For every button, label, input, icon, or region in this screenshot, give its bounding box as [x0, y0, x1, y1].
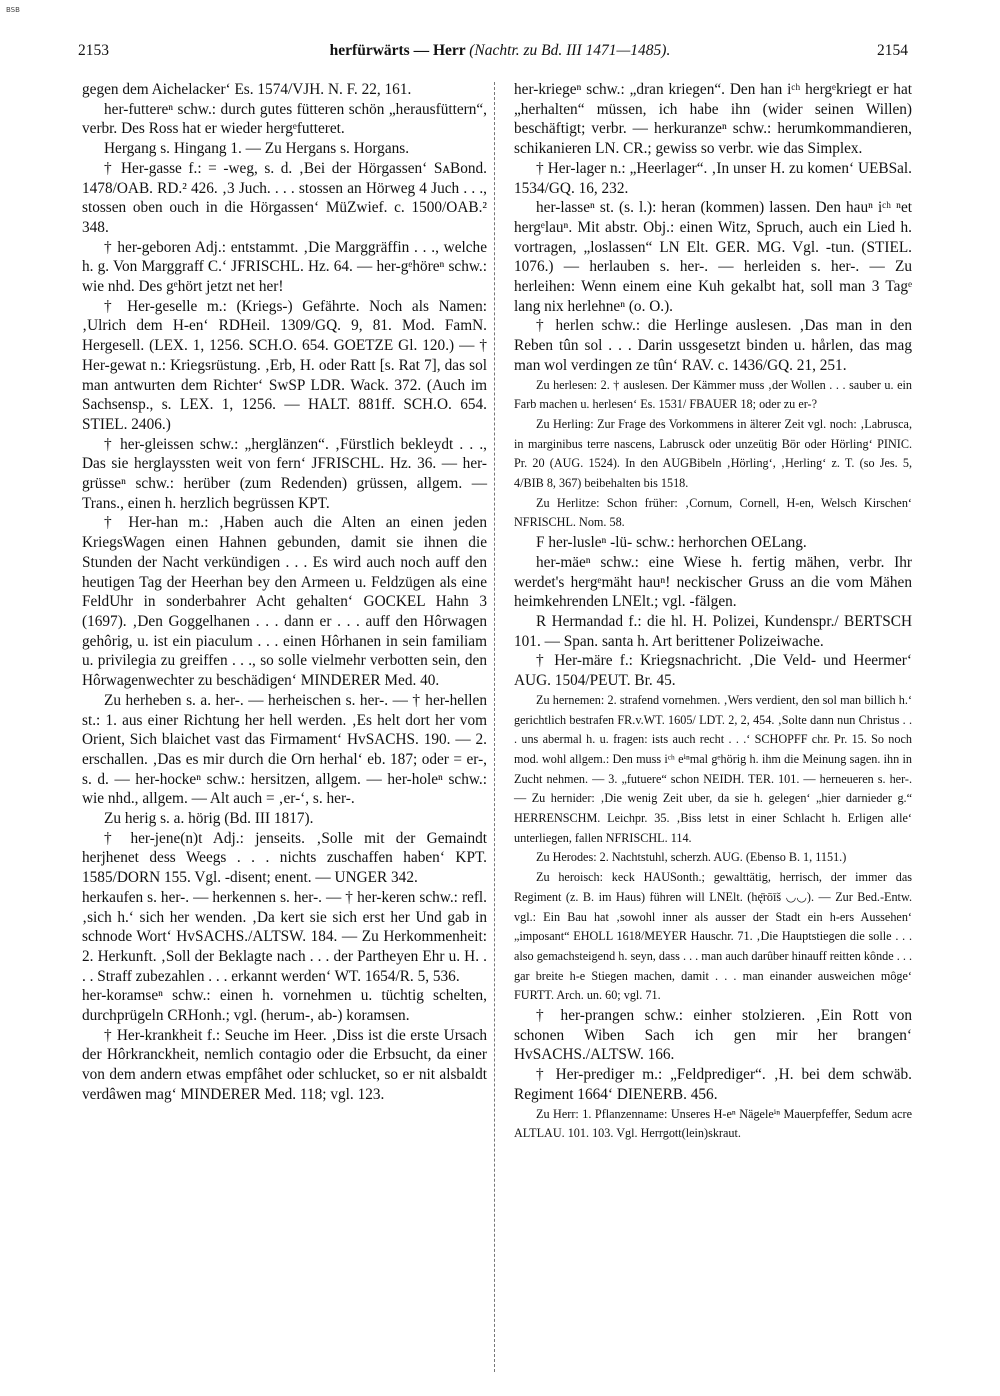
entry-herlen: † herlen schw.: die Herlinge auslesen. ‚Das man in den Reben tûn sol . . . Darin ussgesetzt binden u. hårlen, das mag man wol verdingen ze tûn‘ RAV. c. 1436/GQ. 21, 251.	[514, 317, 912, 374]
entry-herodes: Zu Herodes: 2. Nachtstuhl, scherzh. AUG. (Ebenso B. 1, 1151.)	[536, 850, 847, 865]
entry-herkrankheit: † Her-krankheit f.: Seuche im Heer. ‚Diss ist die erste Ursach der Hôrkranckheit, nemlich contagio oder die Erbsucht, da einer von dem andern etwas empfâhet oder schlucket, so er nit alsbaldt verdâwen mag‘ MINDERER Med. 118; vgl. 123.	[82, 1026, 487, 1103]
entry-herkriegen: her-kriegeⁿ schw.: „dran kriegen“. Den han iᶜʰ hergᵉkriegt er hat „herhalten“ müssen, ich habe ihn (wider seinen Willen) beschäftigt; verbr. — herkuranzeⁿ schw.: herumkommandieren, schikanieren LN. CR.; gewiss so verbr. wie das Simplex.	[514, 81, 912, 158]
page-header	[0, 42, 1000, 70]
entry-herkoramsen: her-koramseⁿ schw.: einen h. vornehmen u. tüchtig schelten, durchprügeln CRHonh.; vgl. (herum-, ab-) koramsen.	[82, 987, 487, 1025]
entry-herlitze: Zu Herlitze: Schon früher: ‚Cornum, Cornell, H-en, Welsch Kirschen‘ NFRISCHL. Nom. 58.	[514, 495, 912, 530]
entry-hernemen: Zu hernemen: 2. strafend vornehmen. ‚Wers verdient, den sol man billich h.‘ gerichtlich bestrafen FR.v.WT. 1605/ LDT. 2, 2, 454. ‚Solte dann nun Christus . . . uns abermal h. u. fragen: ists auch recht . . .‘ SCHOPFF chr. Pr. 15. So noch mod. wohl allgem.: Den muss iᶜʰ eⁱⁿmal gᵉhörig h. ihm die Meinung sagen. ihn in Zucht nehmen. — 3. „futuere“ schon NEIDH. TER. 101. — herneueren s. her-. — Zu hernider: ‚Die wenig Zeit uber, da sie h. gelegen‘ „hier darnieder g.“ HERRENSCHM. Leichpr. 35. ‚Biss letst in einer Schlacht h. Erligen alle‘ unterliegen, fallen NFRISCHL. 114.	[514, 692, 912, 845]
page-number-right: 2154	[877, 42, 908, 59]
entry-herprediger: † Her-prediger m.: „Feldprediger“. ‚H. bei dem schwäb. Regiment 1664‘ DIENERB. 456.	[514, 1066, 912, 1103]
column-divider	[494, 82, 495, 1372]
entry-text: gegen dem Aichelacker‘ Es. 1574/VJH. N. F. 22, 161.	[82, 81, 412, 98]
entry-herprangen: † her-prangen schw.: einher stolzieren. ‚Ein Rott von schonen Wiben Sach ich gen mir her brangen‘ HvSACHS./ALTSW. 166.	[514, 1007, 912, 1064]
entry-herfuttern: her-futtereⁿ schw.: durch gutes fütteren schön „herausfüttern“, verbr. Des Ross hat er wieder hergᵉfutteret.	[82, 100, 487, 138]
running-title: herfürwärts — Herr (Nachtr. zu Bd. III 1471—1485).	[329, 42, 671, 59]
entry-herr: Zu Herr: 1. Pflanzenname: Unseres H-eⁿ Nägeleⁱⁿ Mauerpfeffer, Sedum acre ALTLAU. 101. 103. Vgl. Herrgott(lein)skraut.	[514, 1106, 912, 1141]
entry-heroisch: Zu heroisch: keck HAUSonth.; gewalttätig, herrisch, der immer das Regiment (z. B. im Haus) führen will LNElt. (hę̄rōīš ◡◡). — Zur Bed.-Entw. vgl.: Ein Bau hat ‚sowohl inner als ausser der Stadt ein h-ers Aussehen‘ „imposant“ EHOLL 1618/MEYER Hauschr. 71. ‚Die Hauptstiegen die solle . . . also gemachsteigend h. seyn, dass . . . man auch darûber hinauff reitten kônde . . . gar breite h-e Stiegen machen, damit . . . man einander ausweichen môge‘ FURTT. Arch. un. 60; vgl. 71.	[514, 870, 912, 1003]
entry-hergeselle: † Her-geselle m.: (Kriegs-) Gefährte. Noch als Namen: ‚Ulrich dem H-en‘ RDHeil. 1309/GQ. 9, 81. Mod. FamN. Hergesell. (LEX. 1, 1256. SCH.O. 654. GOETZE Gl. 120.) — † Her-gewat n.: Kriegsrüstung. ‚Erb, H. oder Ratt [s. Rat 7], das sol man antwurten dem Richter‘ SwSP LDR. Wack. 372. (Auch im Sachsensp., s. LEX. 1, 1256. — HALT. 881ff. SCH.O. 654. STIEL. 2406.)	[82, 297, 487, 433]
library-stamp: BSB	[6, 6, 20, 14]
entry-herhan: † Her-han m.: ‚Haben auch die Alten an einen jeden KriegsWagen einen Hahnen gebunden, damit sie ihnen die Stunden der Nacht verkündigen . . . Es wird auch noch auff den heutigen Tag der Heerhan bey den Armeen u. Feldzügen als eine FeldUhr in sonderbahrer Acht gehalten‘ GOCKEL Hahn 3 (1697). ‚Den Goggelhanen . . . dann er . . . auff den Hôrwagen gehôrig, u. ist ein piaculum . . . einen Hôrhanen in sein familiam u. privilegia zu greiffen . . ., so solle vielmehr verbotten sein, den Hôrwagenwechter zu beschädigen‘ MINDERER Med. 40.	[82, 514, 487, 690]
right-column	[514, 80, 912, 1144]
entry-herheben: Zu herheben s. a. her-. — herheischen s. her-. — † her-hellen st.: 1. aus einer Richtung her hell werden. ‚Es helt dort her vom Orient, Sich blaichet vast das Firmament‘ HvSACHS. 190. — 2. erschallen. ‚Das es mir durch die Orn herhal‘ eb. 187; oder = er-, s. d. — her-hockeⁿ schw.: hersitzen, allgem. — her-holeⁿ schw.: wie nhd., allgem. — Alt auch = ‚er-‘, s. her-.	[82, 691, 487, 808]
entry-hermare: † Her-märe f.: Kriegsnachricht. ‚Die Veld- und Heermer‘ AUG. 1504/PEUT. Br. 45.	[514, 652, 912, 690]
entry-herling: Zu Herling: Zur Frage des Vorkommens in älterer Zeit vgl. noch: ‚Labrusca, in marginibus terre nascens, Labrusck oder unzeütig Bör oder Hörling‘ PINIC. Pr. 20 (AUG. 1524). In den AUGBibeln ‚Hörling‘, ‚Herling‘ z. T. (so Jes. 5, 4/BIB 8, 367) beibehalten bis 1518.	[514, 416, 912, 491]
entry-hergleissen: † her-gleissen schw.: „herglänzen“. ‚Fürstlich bekleydt . . ., Das sie herglayssten weit von fern‘ JFRISCHL. Hz. 36. — her-grüsseⁿ schw.: herüber (zum Redenden) grüssen, allgem. — Trans., einen h. herzlich begrüssen KPT.	[82, 435, 487, 512]
entry-herlager: † Her-lager n.: „Heerlager“. ‚In unser H. zu komen‘ UEBSal. 1534/GQ. 16, 232.	[514, 159, 912, 197]
entry-hergasse: † Her-gasse f.: = -weg, s. d. ‚Bei der Hörgassen‘ SᴀBond. 1478/OAB. RD.² 426. ‚3 Juch. . . . stossen an Hörweg 4 Juch . . ., stossen oben ouch in die Hörgassen‘ MüZwief. c. 1500/OAB.² 348.	[82, 159, 487, 236]
entry-herlassen: her-lasseⁿ st. (s. l.): heran (kommen) lassen. Den hauⁿ iᶜʰ ⁿet hergᵉlauⁿ. Mit abstr. Obj.: einen Witz, Spruch, auch ein Lied h. vortragen, „loslassen“ LN Elt. GER. MG. Vgl. -tun. (STIEL. 1076.) — herlauben s. her-. — herleiden s. her-. — Zu herleihen: Wenn einem eine Kuh gekalbt hat, soll man 3 Tagᵉ lang nix herlehneⁿ (o. O.).	[514, 199, 912, 315]
entry-hermandad: R Hermandad f.: die hl. H. Polizei, Kundenspr./ BERTSCH 101. — Span. santa h. Art berittener Polizeiwache.	[514, 612, 912, 650]
entry-hergeboren: † her-geboren Adj.: entstammt. ‚Die Marggräffin . . ., welche h. g. Von Marggraff C.‘ JFRISCHL. Hz. 64. — her-gᵉhöreⁿ schw.: wie nhd. Des gᵉhört jetzt net her!	[82, 238, 487, 296]
entry-herluslen: F her-lusleⁿ -lü- schw.: herhorchen OELang.	[536, 534, 807, 552]
entry-hermaen: her-mäeⁿ schw.: eine Wiese h. fertig mähen, verbr. Ihr werdet's hergᵉmäht hauⁿ! neckischer Gruss an die vom Mähen heimkehrenden LNElt.; vgl. -fälgen.	[514, 553, 912, 611]
entry-herig: Zu herig s. a. hörig (Bd. III 1817).	[104, 810, 314, 828]
entry-herjenent: † her-jene(n)t Adj.: jenseits. ‚Solle mit der Gemaindt herjhenet dess Weegs . . . nichts zuschaffen haben‘ KPT. 1585/DORN 155. Vgl. -disent; enent. — UNGER 342.	[82, 829, 487, 887]
page-number-left: 2153	[78, 42, 109, 59]
entry-hergang: Hergang s. Hingang 1. — Zu Hergans s. Horgans.	[104, 140, 410, 158]
entry-herkaufen: herkaufen s. her-. — herkennen s. her-. — † her-keren schw.: refl. ‚sich h.‘ sich her wenden. ‚Da kert sie sich erst her Und gab in schnode Wort‘ HvSACHS./ALTSW. 184. — Zu Herkommenheit: 2. Herkunft. ‚Soll der Beklagte nach . . . der Partheyen Ehr u. H. . . . Straff zubezahlen . . . erkannt werden‘ WT. 1654/R. 5, 536.	[82, 888, 487, 985]
left-column	[82, 80, 487, 1105]
entry-herlesen: Zu herlesen: 2. † auslesen. Der Kämmer muss ‚der Wollen . . . sauber u. ein Farb machen u. herlesen‘ Es. 1531/ FBAUER 18; oder zu er-?	[514, 377, 912, 412]
